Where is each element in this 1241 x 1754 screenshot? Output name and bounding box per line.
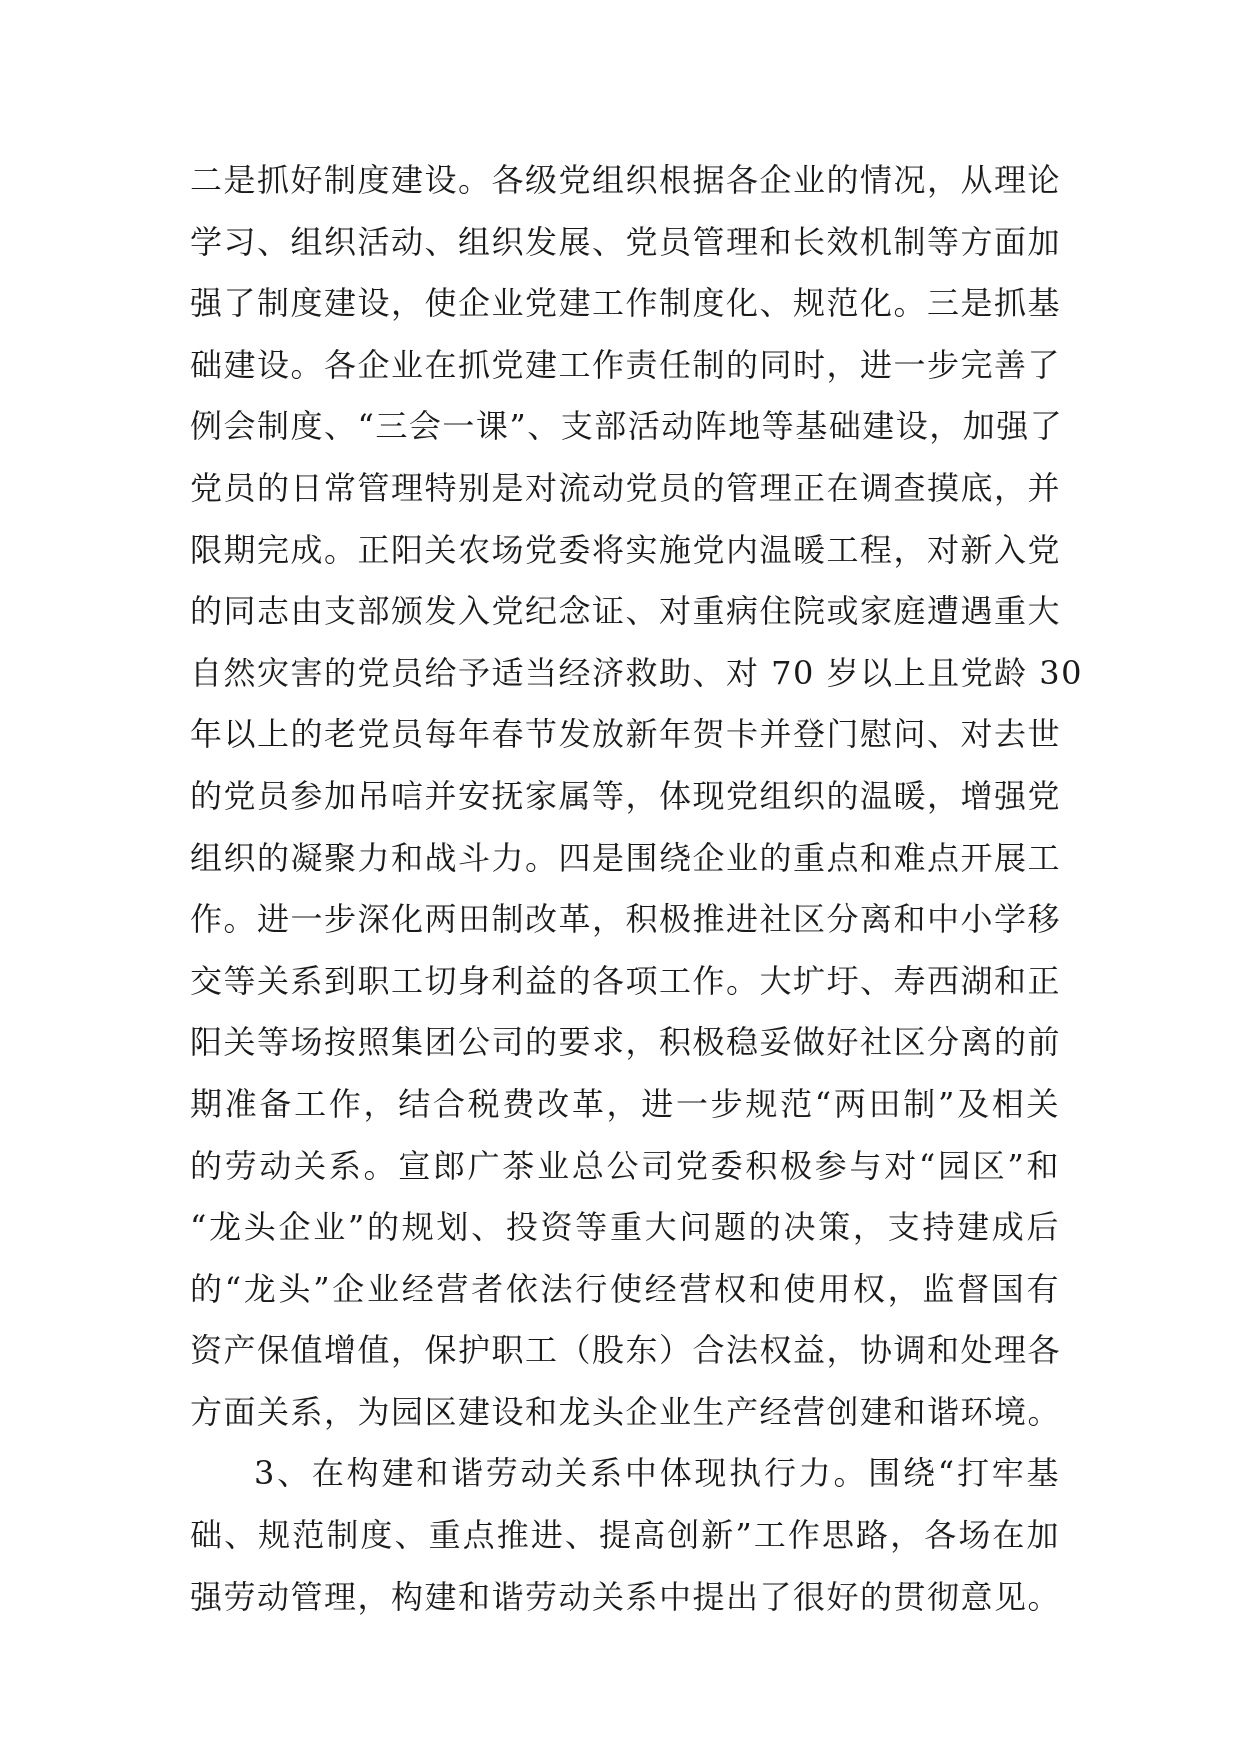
text-line: 二是抓好制度建设。各级党组织根据各企业的情况，从理论 bbox=[190, 161, 1062, 199]
text-line: “龙头企业”的规划、投资等重大问题的决策，支持建成后 bbox=[190, 1208, 1060, 1247]
text-line: 年以上的老党员每年春节发放新年贺卡并登门慰问、对去世 bbox=[190, 715, 1062, 754]
text-line: 阳关等场按照集团公司的要求，积极稳妥做好社区分离的前 bbox=[190, 1023, 1062, 1062]
text-line: 例会制度、“三会一课”、支部活动阵地等基础建设，加强了 bbox=[190, 407, 1064, 446]
text-line: 础建设。各企业在抓党建工作责任制的同时，进一步完善了 bbox=[190, 345, 1062, 384]
text-line: 交等关系到职工切身利益的各项工作。大圹圩、寿西湖和正 bbox=[190, 961, 1062, 1000]
text-line: 的党员参加吊唁并安抚家属等，体现党组织的温暖，增强党 bbox=[190, 776, 1062, 815]
body-text bbox=[190, 150, 1083, 1628]
paragraph-end-line: 强劳动管理，构建和谐劳动关系中提出了很好的贯彻意见。 bbox=[190, 1577, 1062, 1616]
text-line: 学习、组织活动、组织发展、党员管理和长效机制等方面加 bbox=[190, 222, 1062, 261]
text-line: 的“龙头”企业经营者依法行使经营权和使用权，监督国有 bbox=[190, 1269, 1060, 1308]
text-line: 自然灾害的党员给予适当经济救助、对 70 岁以上且党龄 30 bbox=[190, 653, 1083, 692]
text-line: 限期完成。正阳关农场党委将实施党内温暖工程，对新入党 bbox=[190, 530, 1062, 569]
text-line: 的劳动关系。宣郎广茶业总公司党委积极参与对“园区”和 bbox=[190, 1146, 1060, 1185]
text-line: 党员的日常管理特别是对流动党员的管理正在调查摸底，并 bbox=[190, 468, 1062, 507]
paragraph-end-line: 方面关系，为园区建设和龙头企业生产经营创建和谐环境。 bbox=[190, 1392, 1062, 1431]
text-line: 资产保值增值，保护职工（股东）合法权益，协调和处理各 bbox=[190, 1331, 1062, 1370]
text-line: 的同志由支部颁发入党纪念证、对重病住院或家庭遭遇重大 bbox=[190, 592, 1062, 631]
text-line: 期准备工作，结合税费改革，进一步规范“两田制”及相关 bbox=[190, 1084, 1060, 1123]
paragraph-start-line: 3、在构建和谐劳动关系中体现执行力。围绕“打牢基 bbox=[254, 1454, 1060, 1493]
text-line: 组织的凝聚力和战斗力。四是围绕企业的重点和难点开展工 bbox=[190, 838, 1062, 877]
text-line: 强了制度建设，使企业党建工作制度化、规范化。三是抓基 bbox=[190, 284, 1062, 323]
text-line: 作。进一步深化两田制改革，积极推进社区分离和中小学移 bbox=[190, 900, 1062, 939]
text-line: 础、规范制度、重点推进、提高创新”工作思路，各场在加 bbox=[190, 1516, 1060, 1555]
